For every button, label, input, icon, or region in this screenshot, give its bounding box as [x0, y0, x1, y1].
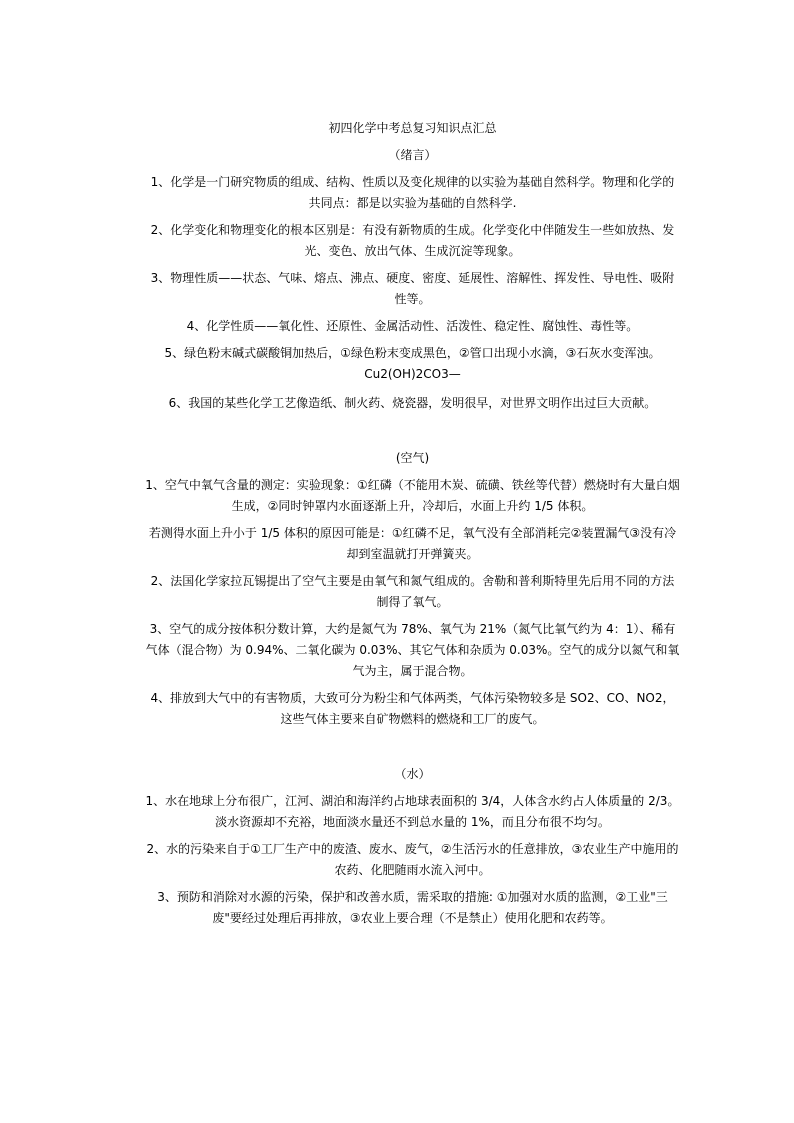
paragraph: 1、化学是一门研究物质的组成、结构、性质以及变化规律的以实验为基础自然科学。物理和化学的共同点：都是以实验为基础的自然科学.: [150, 175, 675, 210]
section-heading-air: (空气): [395, 451, 430, 465]
paragraph: 3、空气的成分按体积分数计算，大约是氮气为 78%、氧气为 21%（氮气比氧气约为 4：1）、稀有气体（混合物）为 0.94%、二氧化碳为 0.03%、其它气体和杂质为 0.03%。空气的成分以氮气和氧气为主，属于混合物。: [145, 622, 680, 678]
paragraph: 若测得水面上升小于 1/5 体积的原因可能是：①红磷不足，氧气没有全部消耗完②装置漏气③没有冷却到室温就打开弹簧夹。: [148, 526, 677, 561]
paragraph: 4、化学性质——氧化性、还原性、金属活动性、活泼性、稳定性、腐蚀性、毒性等。: [186, 319, 639, 333]
paragraph: 3、物理性质——状态、气味、熔点、沸点、硬度、密度、延展性、溶解性、挥发性、导电性、吸附性等。: [150, 271, 675, 306]
paragraph: 2、化学变化和物理变化的根本区别是：有没有新物质的生成。化学变化中伴随发生一些如放热、发光、变色、放出气体、生成沉淀等现象。: [150, 223, 675, 258]
section-spacer: [145, 420, 680, 448]
section-spacer: [145, 736, 680, 764]
paragraph: 6、我国的某些化学工艺像造纸、制火药、烧瓷器，发明很早，对世界文明作出过巨大贡献。: [168, 396, 657, 410]
chemical-formula: Cu2(OH)2CO3—: [364, 367, 461, 381]
document-title: 初四化学中考总复习知识点汇总: [328, 121, 497, 135]
paragraph: 5、绿色粉末碱式碳酸铜加热后，①绿色粉末变成黑色，②管口出现小水滴，③石灰水变浑浊。: [164, 346, 661, 360]
paragraph: 2、水的污染来自于①工厂生产中的废渣、废水、废气，②生活污水的任意排放，③农业生产中施用的农药、化肥随雨水流入河中。: [146, 842, 679, 877]
paragraph: 3、预防和消除对水源的污染，保护和改善水质，需采取的措施: ①加强对水质的监测，②工业"三废"要经过处理后再排放，③农业上要合理（不是禁止）使用化肥和农药等。: [157, 890, 668, 925]
paragraph: 1、空气中氧气含量的测定：实验现象：①红磷（不能用木炭、硫磺、铁丝等代替）燃烧时有大量白烟生成，②同时钟罩内水面逐渐上升，冷却后，水面上升约 1/5 体积。: [145, 478, 680, 513]
section-heading-water: （水）: [394, 767, 431, 781]
paragraph: 4、排放到大气中的有害物质，大致可分为粉尘和气体两类，气体污染物较多是 SO2、CO、NO2，这些气体主要来自矿物燃料的燃烧和工厂的废气。: [150, 691, 675, 726]
paragraph: 1、水在地球上分布很广，江河、湖泊和海洋约占地球表面积的 3/4，人体含水约占人体质量的 2/3。淡水资源却不充裕，地面淡水量还不到总水量的 1%，而且分布很不均匀。: [145, 794, 680, 829]
paragraph: 2、法国化学家拉瓦锡提出了空气主要是由氧气和氮气组成的。舍勒和普利斯特里先后用不同的方法制得了氧气。: [150, 574, 675, 609]
section-heading-introduction: （绪言）: [388, 148, 437, 162]
document-body: [145, 118, 680, 935]
